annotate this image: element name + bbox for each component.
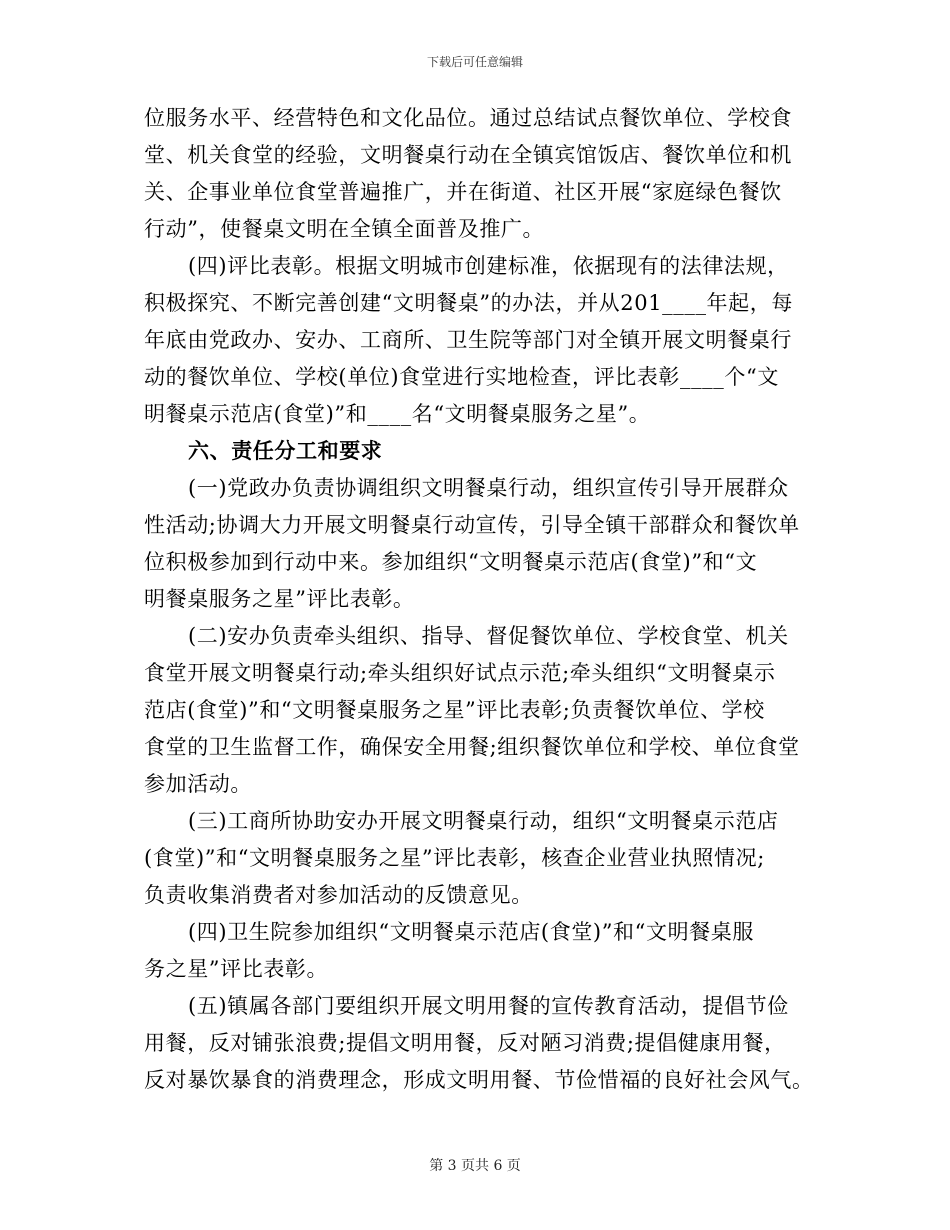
text-line: 位服务水平、经营特色和文化品位。通过总结试点餐饮单位、学校食 (144, 106, 792, 130)
text-line: (二)安办负责牵头组织、指导、督促餐饮单位、学校食堂、机关 (188, 624, 789, 648)
section-heading: 六、责任分工和要求 (188, 439, 383, 463)
text-line: 位积极参加到行动中来。参加组织“文明餐桌示范店(食堂)”和“文 (144, 550, 758, 574)
text-line: 反对暴饮暴食的消费理念，形成文明用餐、节俭惜福的良好社会风气。 (144, 1068, 814, 1092)
text-line: (四)卫生院参加组织“文明餐桌示范店(食堂)”和“文明餐桌服 (188, 920, 754, 944)
text-line: (食堂)”和“文明餐桌服务之星”评比表彰，核查企业营业执照情况; (144, 846, 765, 870)
text-line: 用餐，反对铺张浪费;提倡文明用餐，反对陋习消费;提倡健康用餐， (144, 1031, 786, 1055)
text-line: (三)工商所协助安办开展文明餐桌行动，组织“文明餐桌示范店 (188, 809, 779, 833)
text-line: 年底由党政办、安办、工商所、卫生院等部门对全镇开展文明餐桌行 (144, 328, 792, 352)
text-line: 性活动;协调大力开展文明餐桌行动宣传，引导全镇干部群众和餐饮单 (144, 513, 800, 537)
text-line: 积极探究、不断完善创建“文明餐桌”的办法，并从201____年起，每 (144, 291, 793, 315)
text-line: 负责收集消费者对参加活动的反馈意见。 (144, 883, 533, 907)
paragraph-town-departments (144, 988, 814, 1099)
text-line: 食堂的卫生监督工作，确保安全用餐;组织餐饮单位和学校、单位食堂 (144, 735, 800, 759)
text-line: 明餐桌示范店(食堂)”和____名“文明餐桌服务之星”。 (144, 402, 651, 426)
text-line: (一)党政办负责协调组织文明餐桌行动，组织宣传引导开展群众 (188, 476, 789, 500)
text-line: 堂、机关食堂的经验，文明餐桌行动在全镇宾馆饭店、餐饮单位和机 (144, 143, 792, 167)
text-line: 关、企事业单位食堂普遍推广，并在街道、社区开展“家庭绿色餐饮 (144, 180, 782, 204)
text-line: (四)评比表彰。根据文明城市创建标准，依据现有的法律法规， (188, 254, 789, 278)
page-header: 下载后可任意编辑 (426, 55, 523, 69)
paragraph-party-office (144, 470, 809, 618)
text-line: (五)镇属各部门要组织开展文明用餐的宣传教育活动，提倡节俭 (188, 994, 789, 1018)
paragraph-safety-office (144, 618, 809, 803)
paragraph-promotion-continued (144, 100, 809, 248)
text-line: 动的餐饮单位、学校(单位)食堂进行实地检查，评比表彰____个“文 (144, 365, 779, 389)
text-line: 行动”，使餐桌文明在全镇全面普及推广。 (144, 217, 545, 241)
paragraph-evaluation-award (144, 248, 809, 433)
paragraph-health-center (144, 914, 809, 988)
paragraph-commerce-office (144, 803, 809, 914)
text-line: 参加活动。 (144, 772, 252, 796)
text-line: 务之星”评比表彰。 (144, 957, 329, 981)
text-line: 食堂开展文明餐桌行动;牵头组织好试点示范;牵头组织“文明餐桌示 (144, 661, 776, 685)
text-line: 范店(食堂)”和“文明餐桌服务之星”评比表彰;负责餐饮单位、学校 (144, 698, 765, 722)
text-line: 明餐桌服务之星”评比表彰。 (144, 587, 415, 611)
document-body (144, 100, 814, 1099)
page-number: 第 3 页共 6 页 (429, 1158, 521, 1174)
